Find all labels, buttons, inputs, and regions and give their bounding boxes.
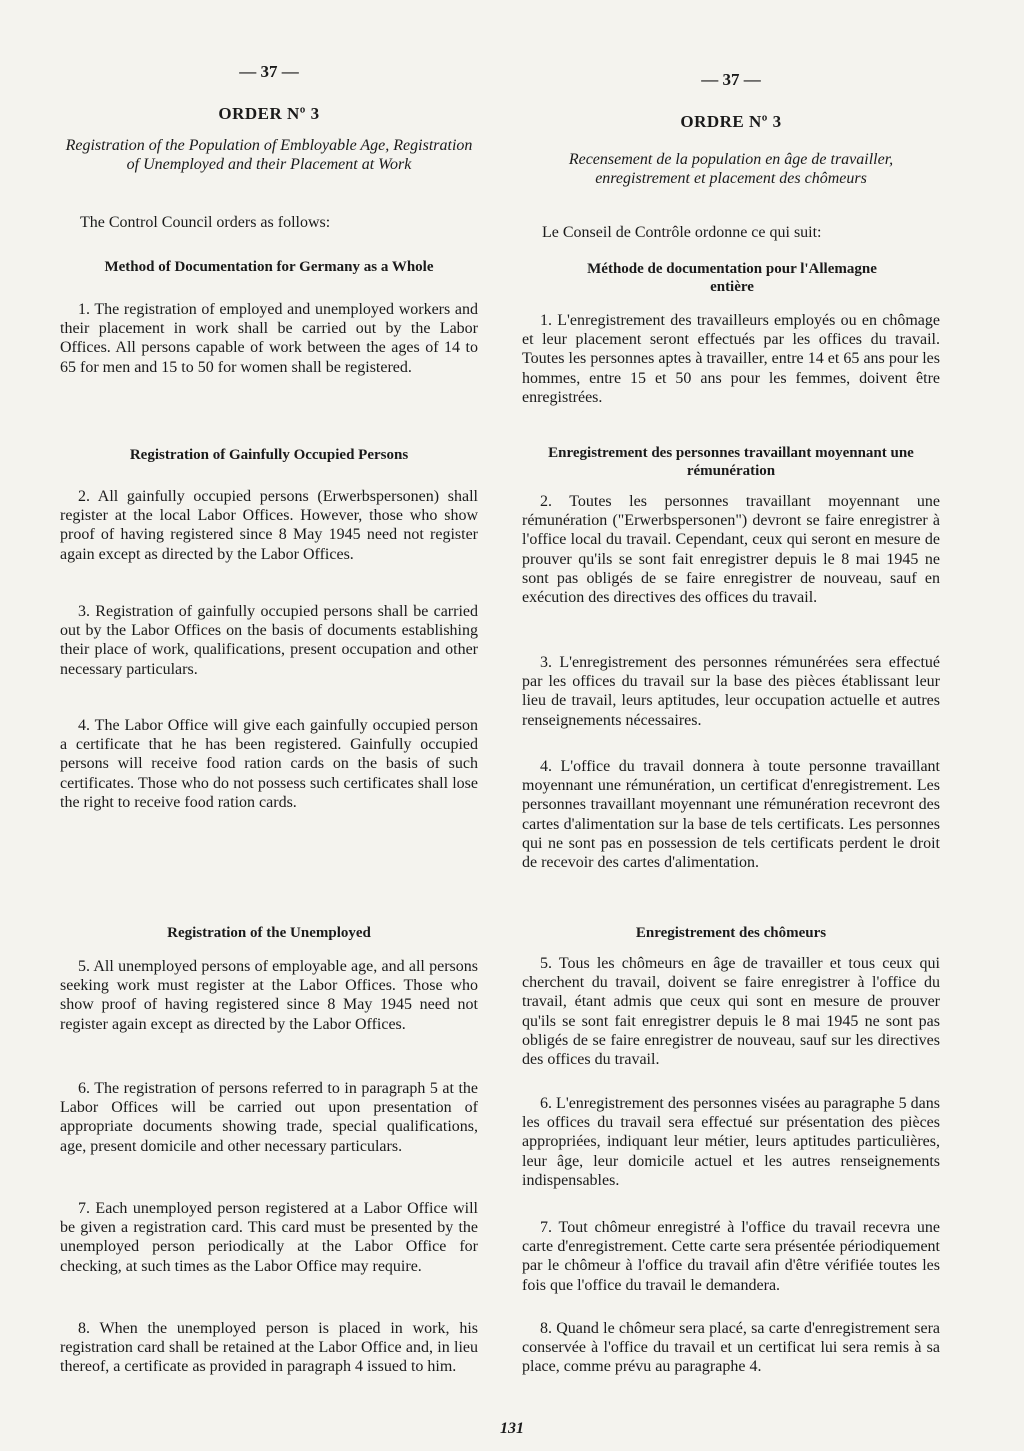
paragraph-8: 8. When the unemployed person is placed in work, his registration card shall be retained at the Labor Office and, in lieu thereof, a certificate as provided in paragraph 4 issued to him.	[60, 1320, 478, 1376]
paragraph-2: 2. Toutes les personnes travaillant moyennant une rémunération ("Erwerbspersonen") devront se faire enregistrer à l'office local du travail. Cependant, ceux qui seront en mesure de prouver qu'ils se sont fait enregistrer depuis le 8 mai 1945 ne sont pas obligés de se faire enregistrer de nouveau, sauf en exécution des directives des offices du travail.	[522, 493, 940, 607]
paragraph-8: 8. Quand le chômeur sera placé, sa carte d'enregistrement sera conservée à l'office du travail et un certificat lui sera remis à sa place, comme prévu au paragraphe 4.	[522, 1320, 940, 1376]
paragraph-1: 1. The registration of employed and unemployed workers and their placement in work shall be carried out by the Labor Offices. All persons capable of work between the ages of 14 to 65 for men and 15 to 50 for women shall be registered.	[60, 301, 478, 376]
intro-text: The Control Council orders as follows:	[80, 214, 331, 231]
paragraph-3: 3. Registration of gainfully occupied persons shall be carried out by the Labor Offices on the basis of documents establishing their place of work, qualifications, present occupation and other necessary particulars.	[60, 603, 478, 678]
section-heading-unemployed: Enregistrement des chômeurs	[635, 925, 827, 941]
paragraph-3: 3. L'enregistrement des personnes rémunérées sera effectué par les offices du travail sur la base des pièces établissant leur lieu de travail, leurs aptitudes, leur occupation actuelle et autres renseignements nécessaires.	[522, 654, 940, 729]
paragraph-1: 1. L'enregistrement des travailleurs employés ou en chômage et leur placement seront effectués par les offices du travail. Toutes les personnes aptes à travailler, entre 14 et 65 ans pour les hommes, entre 15 et 50 ans pour les femmes, doivent être enregistrées.	[522, 312, 940, 406]
section-heading-documentation: Method of Documentation for Germany as a Whole	[104, 259, 434, 275]
paragraph-6: 6. The registration of persons referred to in paragraph 5 at the Labor Offices will be carried out upon presentation of appropriate documents showing trade, special qualifications, age, present domicile and other necessary particulars.	[60, 1080, 478, 1155]
section-heading-unemployed: Registration of the Unemployed	[167, 925, 371, 941]
section-heading-gainfully-occupied: Registration of Gainfully Occupied Persons	[129, 447, 409, 463]
page-number: — 37 —	[239, 62, 299, 81]
paragraph-6: 6. L'enregistrement des personnes visées au paragraphe 5 dans les offices du travail sera effectué sur présentation des pièces appropriées, indiquant leur métier, leurs aptitudes particulières, leur âge, leur domicile actuel et les autres renseignements indispensables.	[522, 1095, 940, 1189]
order-title: ORDRE Nº 3	[680, 112, 782, 131]
order-subtitle: Recensement de la population en âge de travailler, enregistrement et placement des chômeurs	[568, 151, 894, 187]
paragraph-4: 4. The Labor Office will give each gainfully occupied person a certificate that he has been registered. Gainfully occupied persons will receive food ration cards on the basis of such certificates. Those who do not possess such certificates shall lose the right to receive food ration cards.	[60, 717, 478, 811]
order-title: ORDER Nº 3	[218, 104, 320, 123]
section-heading-gainfully-occupied: Enregistrement des personnes travaillant moyennant une rémunération	[548, 445, 914, 479]
paragraph-5: 5. Tous les chômeurs en âge de travailler et tous ceux qui cherchent du travail, doivent se faire enregistrer à l'office du travail, étant admis que ceux qui sont en mesure de prouver qu'ils se sont fait enregistrer depuis le 8 mai 1945 ne sont pas obligés de se faire enregistrer de nouveau, sauf sur les directives des offices du travail.	[522, 955, 940, 1069]
paragraph-7: 7. Each unemployed person registered at a Labor Office will be given a registration card. This card must be presented by the unemployed person periodically at the Labor Office for checking, at such times as the Labor Office may require.	[60, 1200, 478, 1275]
page-number: — 37 —	[701, 70, 761, 89]
order-subtitle: Registration of the Population of Embloyable Age, Registration of Unemployed and their Placement at Work	[65, 137, 473, 173]
paragraph-2: 2. All gainfully occupied persons (Erwerbspersonen) shall register at the local Labor Offices. However, those who show proof of having registered since 8 May 1945 need not register again except as directed by the Labor Offices.	[60, 488, 478, 563]
paragraph-5: 5. All unemployed persons of employable age, and all persons seeking work must register at the Labor Offices. Those who show proof of having registered since 8 May 1945 need not register again except as directed by the Labor Offices.	[60, 958, 478, 1033]
paragraph-4: 4. L'office du travail donnera à toute personne travaillant moyennant une rémunération, un certificat d'enregistrement. Les personnes travaillant moyennant une rémunération recevront des cartes d'alimentation sur la base de tels certificats. Les personnes qui ne sont pas en possession de tels certificats perdent le droit de recevoir des cartes d'alimentation.	[522, 758, 940, 872]
paragraph-7: 7. Tout chômeur enregistré à l'office du travail recevra une carte d'enregistrement. Cette carte sera présentée périodiquement par le chômeur à l'office du travail afin d'être vérifiée toutes les fois que l'office du travail le demandera.	[522, 1219, 940, 1294]
folio-page-number: 131	[500, 1420, 524, 1437]
intro-text: Le Conseil de Contrôle ordonne ce qui suit:	[542, 224, 822, 241]
section-heading-documentation: Méthode de documentation pour l'Allemagne entière	[587, 261, 877, 295]
